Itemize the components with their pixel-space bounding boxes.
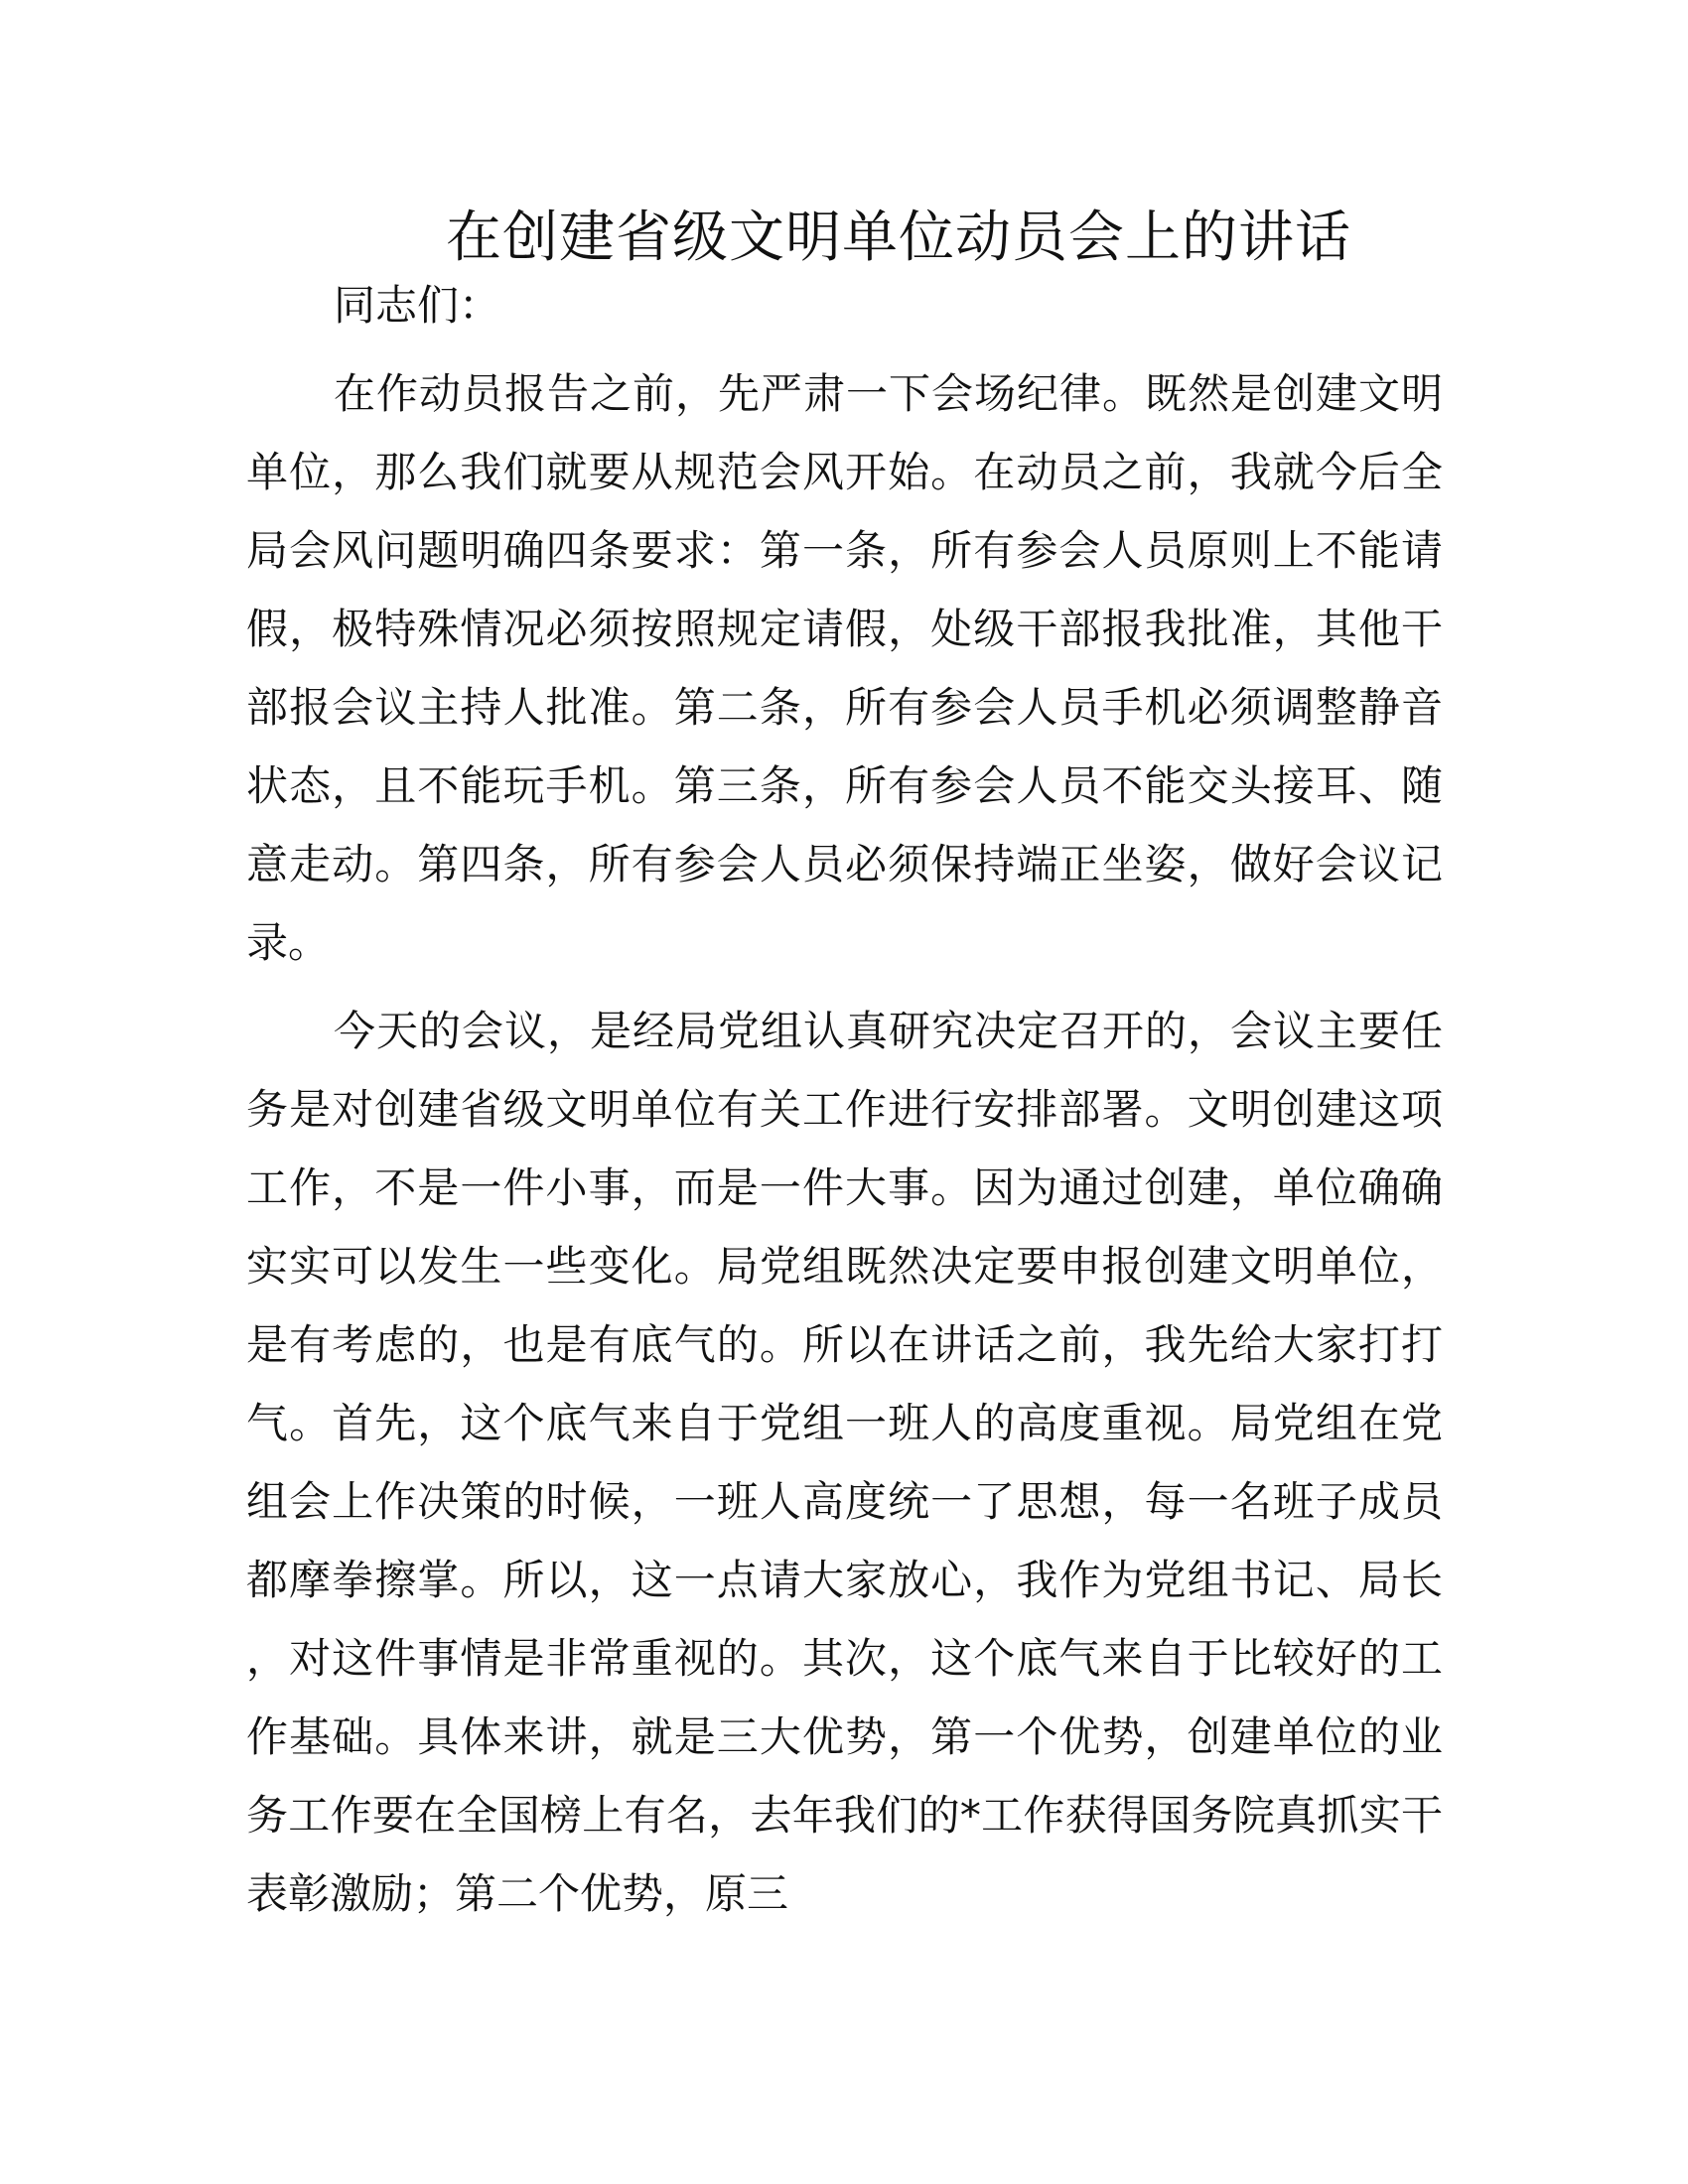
document-body <box>246 266 1443 1943</box>
document-title: 在创建省级文明单位动员会上的讲话 <box>446 205 1351 270</box>
salutation: 同志们： <box>334 281 501 330</box>
paragraph-1: 在作动员报告之前，先严肃一下会场纪律。既然是创建文明单位，那么我们就要从规范会风开始。在动员之前，我就今后全局会风问题明确四条要求：第一条，所有参会人员原则上不能请假，极特殊情况必须按照规定请假，处级干部报我批准，其他干部报会议主持人批准。第二条，所有参会人员手机必须调整静音状态，且不能玩手机。第三条，所有参会人员不能交头接耳、随意走动。第四条，所有参会人员必须保持端正坐姿，做好会议记录。 <box>246 369 1443 967</box>
paragraph-2: 今天的会议，是经局党组认真研究决定召开的，会议主要任务是对创建省级文明单位有关工作进行安排部署。文明创建这项工作，不是一件小事，而是一件大事。因为通过创建，单位确确实实可以发生一些变化。局党组既然决定要申报创建文明单位，是有考虑的，也是有底气的。所以在讲话之前，我先给大家打打气。首先，这个底气来自于党组一班人的高度重视。局党组在党组会上作决策的时候，一班人高度统一了思想，每一名班子成员都摩拳擦掌。所以，这一点请大家放心，我作为党组书记、局长，对这件事情是非常重视的。其次，这个底气来自于比较好的工作基础。具体来讲，就是三大优势，第一个优势，创建单位的业务工作要在全国榜上有名，去年我们的*工作获得国务院真抓实干表彰激励；第二个优势，原三 <box>246 1007 1443 1918</box>
